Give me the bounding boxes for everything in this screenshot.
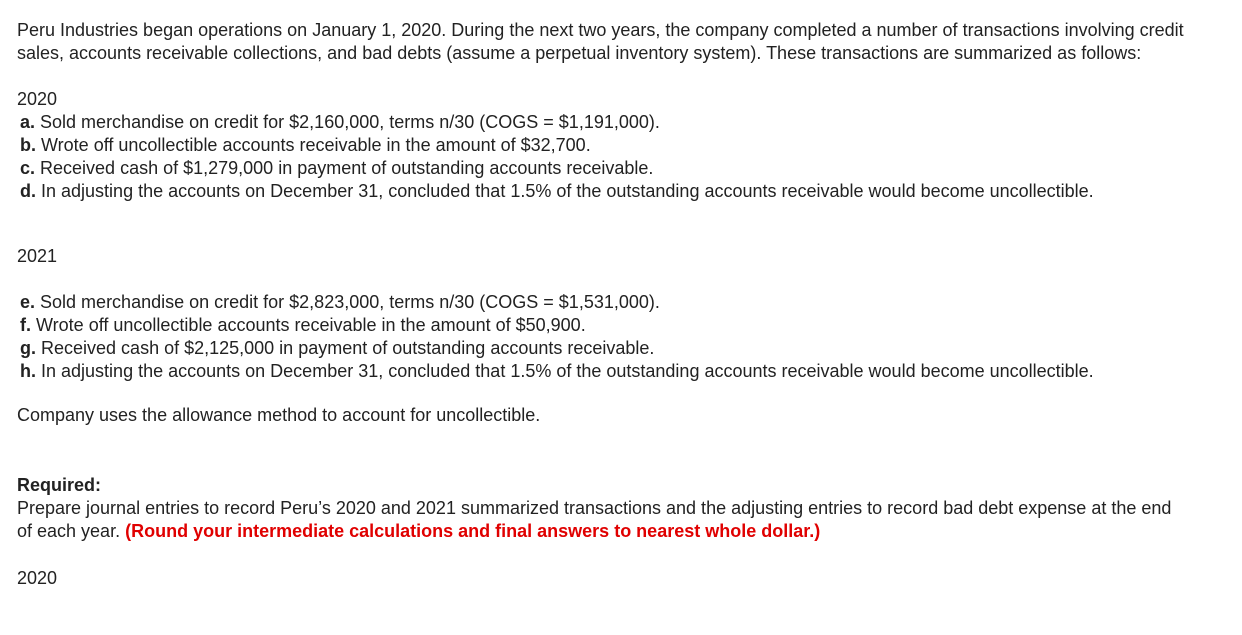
transaction-e: [17, 291, 1242, 314]
transaction-g: [17, 337, 1242, 360]
method-note: Company uses the allowance method to account for uncollectible.: [17, 405, 541, 425]
transaction-text: Sold merchandise on credit for $2,160,000, terms n/30 (COGS = $1,191,000).: [40, 112, 660, 132]
transaction-a: [17, 111, 1242, 134]
required-paragraph: [17, 497, 1187, 543]
intro-paragraph: Peru Industries began operations on January 1, 2020. During the next two years, the company completed a number of transactions involving credit sales, accounts receivable collections, and bad debts (assume a perpetual inventory system). These transactions are summarized as follows:: [17, 20, 1184, 63]
transaction-text: Received cash of $2,125,000 in payment of outstanding accounts receivable.: [41, 338, 655, 358]
transaction-text: Wrote off uncollectible accounts receivable in the amount of $50,900.: [36, 315, 586, 335]
transaction-letter: h.: [20, 361, 36, 381]
required-text: Prepare journal entries to record Peru’s 2020 and 2021 summarized transactions and the adjusting entries to record bad debt expense at the end of each year.: [17, 498, 1172, 541]
rounding-note: (Round your intermediate calculations and final answers to nearest whole dollar.): [125, 521, 821, 541]
year-2021-heading: 2021: [17, 246, 58, 266]
transaction-b: [17, 134, 1242, 157]
transaction-letter: e.: [20, 292, 36, 312]
year-2020-heading: 2020: [17, 89, 58, 109]
transaction-h: [17, 360, 1242, 383]
transaction-letter: a.: [20, 112, 36, 132]
transaction-letter: f.: [20, 315, 31, 335]
required-label: Required:: [17, 475, 102, 495]
transaction-letter: c.: [20, 158, 36, 178]
transaction-letter: g.: [20, 338, 36, 358]
transaction-f: [17, 314, 1242, 337]
transaction-d: [17, 180, 1242, 203]
transaction-c: [17, 157, 1242, 180]
transaction-text: In adjusting the accounts on December 31, concluded that 1.5% of the outstanding accounts receivable would become uncollectible.: [41, 361, 1094, 381]
transaction-text: Received cash of $1,279,000 in payment of outstanding accounts receivable.: [40, 158, 654, 178]
transaction-text: Sold merchandise on credit for $2,823,000, terms n/30 (COGS = $1,531,000).: [40, 292, 660, 312]
transaction-letter: b.: [20, 135, 36, 155]
transaction-text: In adjusting the accounts on December 31, concluded that 1.5% of the outstanding accounts receivable would become uncollectible.: [41, 181, 1094, 201]
answer-year-heading: 2020: [17, 568, 58, 588]
transaction-letter: d.: [20, 181, 36, 201]
transaction-text: Wrote off uncollectible accounts receivable in the amount of $32,700.: [41, 135, 591, 155]
